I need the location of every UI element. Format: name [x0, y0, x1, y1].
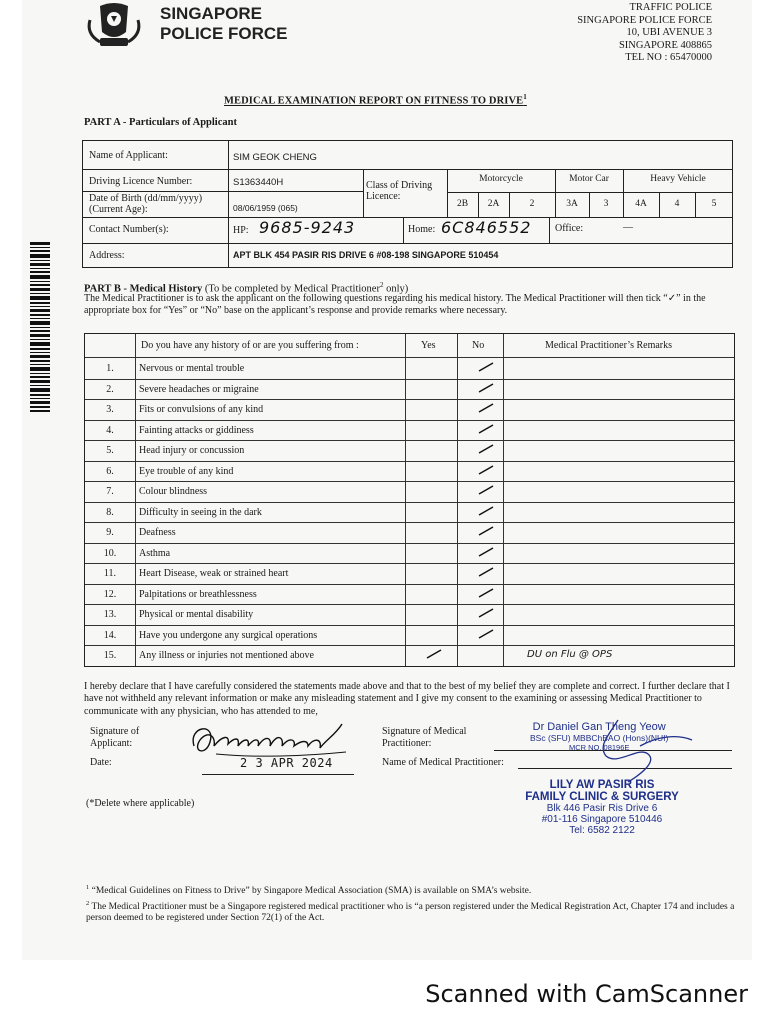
- table-row: [85, 502, 734, 523]
- tick-mark-no: [477, 628, 495, 642]
- question-number: 12.: [103, 588, 117, 600]
- tick-mark-no: [477, 361, 495, 375]
- col-remarks-header: Medical Practitioner’s Remarks: [545, 340, 673, 351]
- table-row: [85, 358, 734, 379]
- footnote-2: $^2$ The Medical Practitioner must be a Singapore registered medical practitioner who is “a person registered under the Medical Registration Act, Chapter 174 and includes a person deemed to be registered under Section 72(1) of the Act.: [86, 899, 735, 924]
- hp-label: HP:: [233, 225, 249, 236]
- camscanner-watermark: Scanned with CamScanner: [425, 980, 748, 1008]
- question-number: 2.: [106, 383, 114, 395]
- table-row: [85, 461, 734, 482]
- date-label: Date:: [90, 757, 112, 768]
- doctor-stamp: Dr Daniel Gan Theng Yeow BSc (SFU) MBBChBAO (Hons)(NUI) MCR NO. 08196E: [530, 721, 669, 752]
- hp-value: 9685-9243: [259, 218, 356, 237]
- question-number: 13.: [103, 609, 117, 620]
- tick-mark-no: [477, 443, 495, 457]
- name-label: Name of Applicant:: [89, 150, 168, 161]
- applicant-signature-label: Signature of Applicant:: [90, 726, 140, 749]
- licence-value: S1363440H: [233, 177, 284, 188]
- group-motor-car: Motor Car: [569, 174, 609, 184]
- question-text: Asthma: [139, 547, 171, 559]
- question-number: 5.: [106, 445, 114, 456]
- table-row: [85, 379, 734, 400]
- office-value: —: [623, 222, 633, 233]
- tick-mark-no: [477, 546, 495, 560]
- question-text: Nervous or mental trouble: [139, 363, 245, 374]
- question-number: 8.: [106, 506, 114, 518]
- class-4a: 4A: [635, 199, 647, 209]
- mp-signature-label: Signature of Medical Practitioner:: [382, 726, 467, 749]
- mp-name-label: Name of Medical Practitioner:: [382, 757, 504, 768]
- question-number: 3.: [106, 404, 114, 415]
- part-a-heading: PART A - Particulars of Applicant: [84, 117, 237, 128]
- medical-history-table: [84, 333, 735, 667]
- question-text: Fits or convulsions of any kind: [139, 404, 264, 415]
- tick-mark-no: [477, 484, 495, 498]
- table-row: [85, 543, 734, 564]
- tick-mark-no: [477, 525, 495, 539]
- table-row: [85, 420, 734, 441]
- applicant-particulars-table: [82, 140, 733, 268]
- question-text: Eye trouble of any kind: [139, 465, 234, 477]
- class-2: 2: [529, 199, 535, 209]
- col-question-header: Do you have any history of or are you suffering from :: [141, 340, 359, 351]
- question-text: Heart Disease, weak or strained heart: [139, 568, 289, 579]
- sender-address: TRAFFIC POLICE SINGAPORE POLICE FORCE 10, UBI AVENUE 3 SINGAPORE 408865 TEL NO : 65470000: [577, 2, 712, 63]
- office-label: Office:: [555, 223, 584, 234]
- contact-label: Contact Number(s):: [89, 224, 169, 235]
- group-motorcycle: Motorcycle: [479, 174, 523, 184]
- question-text: Deafness: [139, 527, 176, 538]
- question-text: Any illness or injuries not mentioned above: [139, 650, 314, 661]
- question-text: Physical or mental disability: [139, 609, 254, 620]
- tick-mark-yes: [425, 648, 443, 662]
- class-label: Class of Driving Licence:: [366, 180, 433, 202]
- class-5: 5: [711, 199, 717, 209]
- table-row: [85, 522, 734, 543]
- footnote-1: $^1$ “Medical Guidelines on Fitness to Drive” by Singapore Medical Association (SMA) is available on SMA’s website.: [86, 884, 532, 897]
- part-b-heading: PART B - Medical History (To be completed by Medical Practitioner$^2$ only): [84, 281, 409, 295]
- question-text: Have you undergone any surgical operations: [139, 629, 318, 641]
- class-3: 3: [603, 199, 609, 209]
- tick-mark-no: [477, 566, 495, 580]
- tick-mark-no: [477, 382, 495, 396]
- declaration-text: I hereby declare that I have carefully considered the statements made above and that to the best of my belief they are complete and correct. I further declare that I have not withheld any relevant information or make any misleading statement and I give my consent to the examining or assessing Medical Practitioner to communicate with any physician, who has attended to me,: [84, 681, 730, 717]
- part-b-instructions: The Medical Practitioner is to ask the applicant on the following questions regarding his medical history. The Medical Practitioner will then tick “✓” in the appropriate box for “Yes” or “No” base on the applicant’s response and provide remarks where necessary.: [84, 293, 706, 316]
- question-number: 15.: [103, 650, 117, 661]
- home-label: Home:: [408, 224, 436, 235]
- clinic-stamp: LILY AW PASIR RIS FAMILY CLINIC & SURGERY Blk 446 Pasir Ris Drive 6 #01-116 Singapore 510446 Tel: 6582 2122: [525, 779, 679, 836]
- table-row: [85, 625, 734, 646]
- question-text: Palpitations or breathlessness: [139, 588, 257, 600]
- question-number: 10.: [103, 547, 117, 559]
- col-no-header: No: [472, 340, 485, 351]
- delete-note: (*Delete where applicable): [86, 798, 195, 809]
- tick-mark-no: [477, 607, 495, 621]
- question-number: 11.: [103, 568, 117, 579]
- class-4: 4: [674, 199, 680, 209]
- org-name: SINGAPORE POLICE FORCE: [160, 4, 288, 43]
- tick-mark-no: [477, 423, 495, 437]
- class-3a: 3A: [566, 199, 578, 209]
- table-row: [85, 481, 734, 502]
- table-row: [85, 645, 734, 666]
- document-title: MEDICAL EXAMINATION REPORT ON FITNESS TO DRIVE$^1$: [224, 93, 527, 107]
- dob-value: 08/06/1959 (065): [233, 203, 298, 213]
- table-row: [85, 399, 734, 420]
- group-heavy-vehicle: Heavy Vehicle: [650, 174, 706, 184]
- question-text: Head injury or concussion: [139, 445, 245, 456]
- date-value: 2 3 APR 2024: [240, 756, 333, 770]
- address-value: APT BLK 454 PASIR RIS DRIVE 6 #08-198 SINGAPORE 510454: [233, 250, 499, 260]
- table-row: [85, 584, 734, 605]
- col-yes-header: Yes: [421, 340, 436, 351]
- licence-label: Driving Licence Number:: [89, 176, 193, 187]
- question-text: Fainting attacks or giddiness: [139, 424, 254, 436]
- question-text: Difficulty in seeing in the dark: [139, 506, 262, 518]
- question-text: Severe headaches or migraine: [139, 383, 259, 395]
- table-row: [85, 604, 734, 625]
- tick-mark-no: [477, 402, 495, 416]
- question-number: 6.: [106, 465, 114, 477]
- footnotes: [86, 882, 736, 925]
- remark-15: DU on Flu @ OPS: [527, 649, 613, 660]
- tick-mark-no: [477, 587, 495, 601]
- police-crest-logo: [82, 2, 146, 50]
- question-number: 4.: [106, 424, 114, 436]
- table-row: [85, 563, 734, 584]
- class-2a: 2A: [487, 199, 500, 209]
- question-number: 9.: [106, 527, 114, 538]
- class-2b: 2B: [456, 199, 469, 209]
- address-label: Address:: [89, 250, 125, 261]
- question-text: Colour blindness: [139, 486, 208, 497]
- dob-label: Date of Birth (dd/mm/yyyy) (Current Age):: [89, 193, 203, 215]
- tick-mark-no: [477, 464, 495, 478]
- question-number: 1.: [106, 363, 114, 374]
- name-value: SIM GEOK CHENG: [233, 152, 317, 163]
- tick-mark-no: [477, 505, 495, 519]
- question-number: 7.: [106, 486, 114, 497]
- question-number: 14.: [103, 629, 117, 641]
- home-value: 6C846552: [441, 218, 532, 237]
- barcode: [30, 242, 50, 412]
- table-row: [85, 440, 734, 461]
